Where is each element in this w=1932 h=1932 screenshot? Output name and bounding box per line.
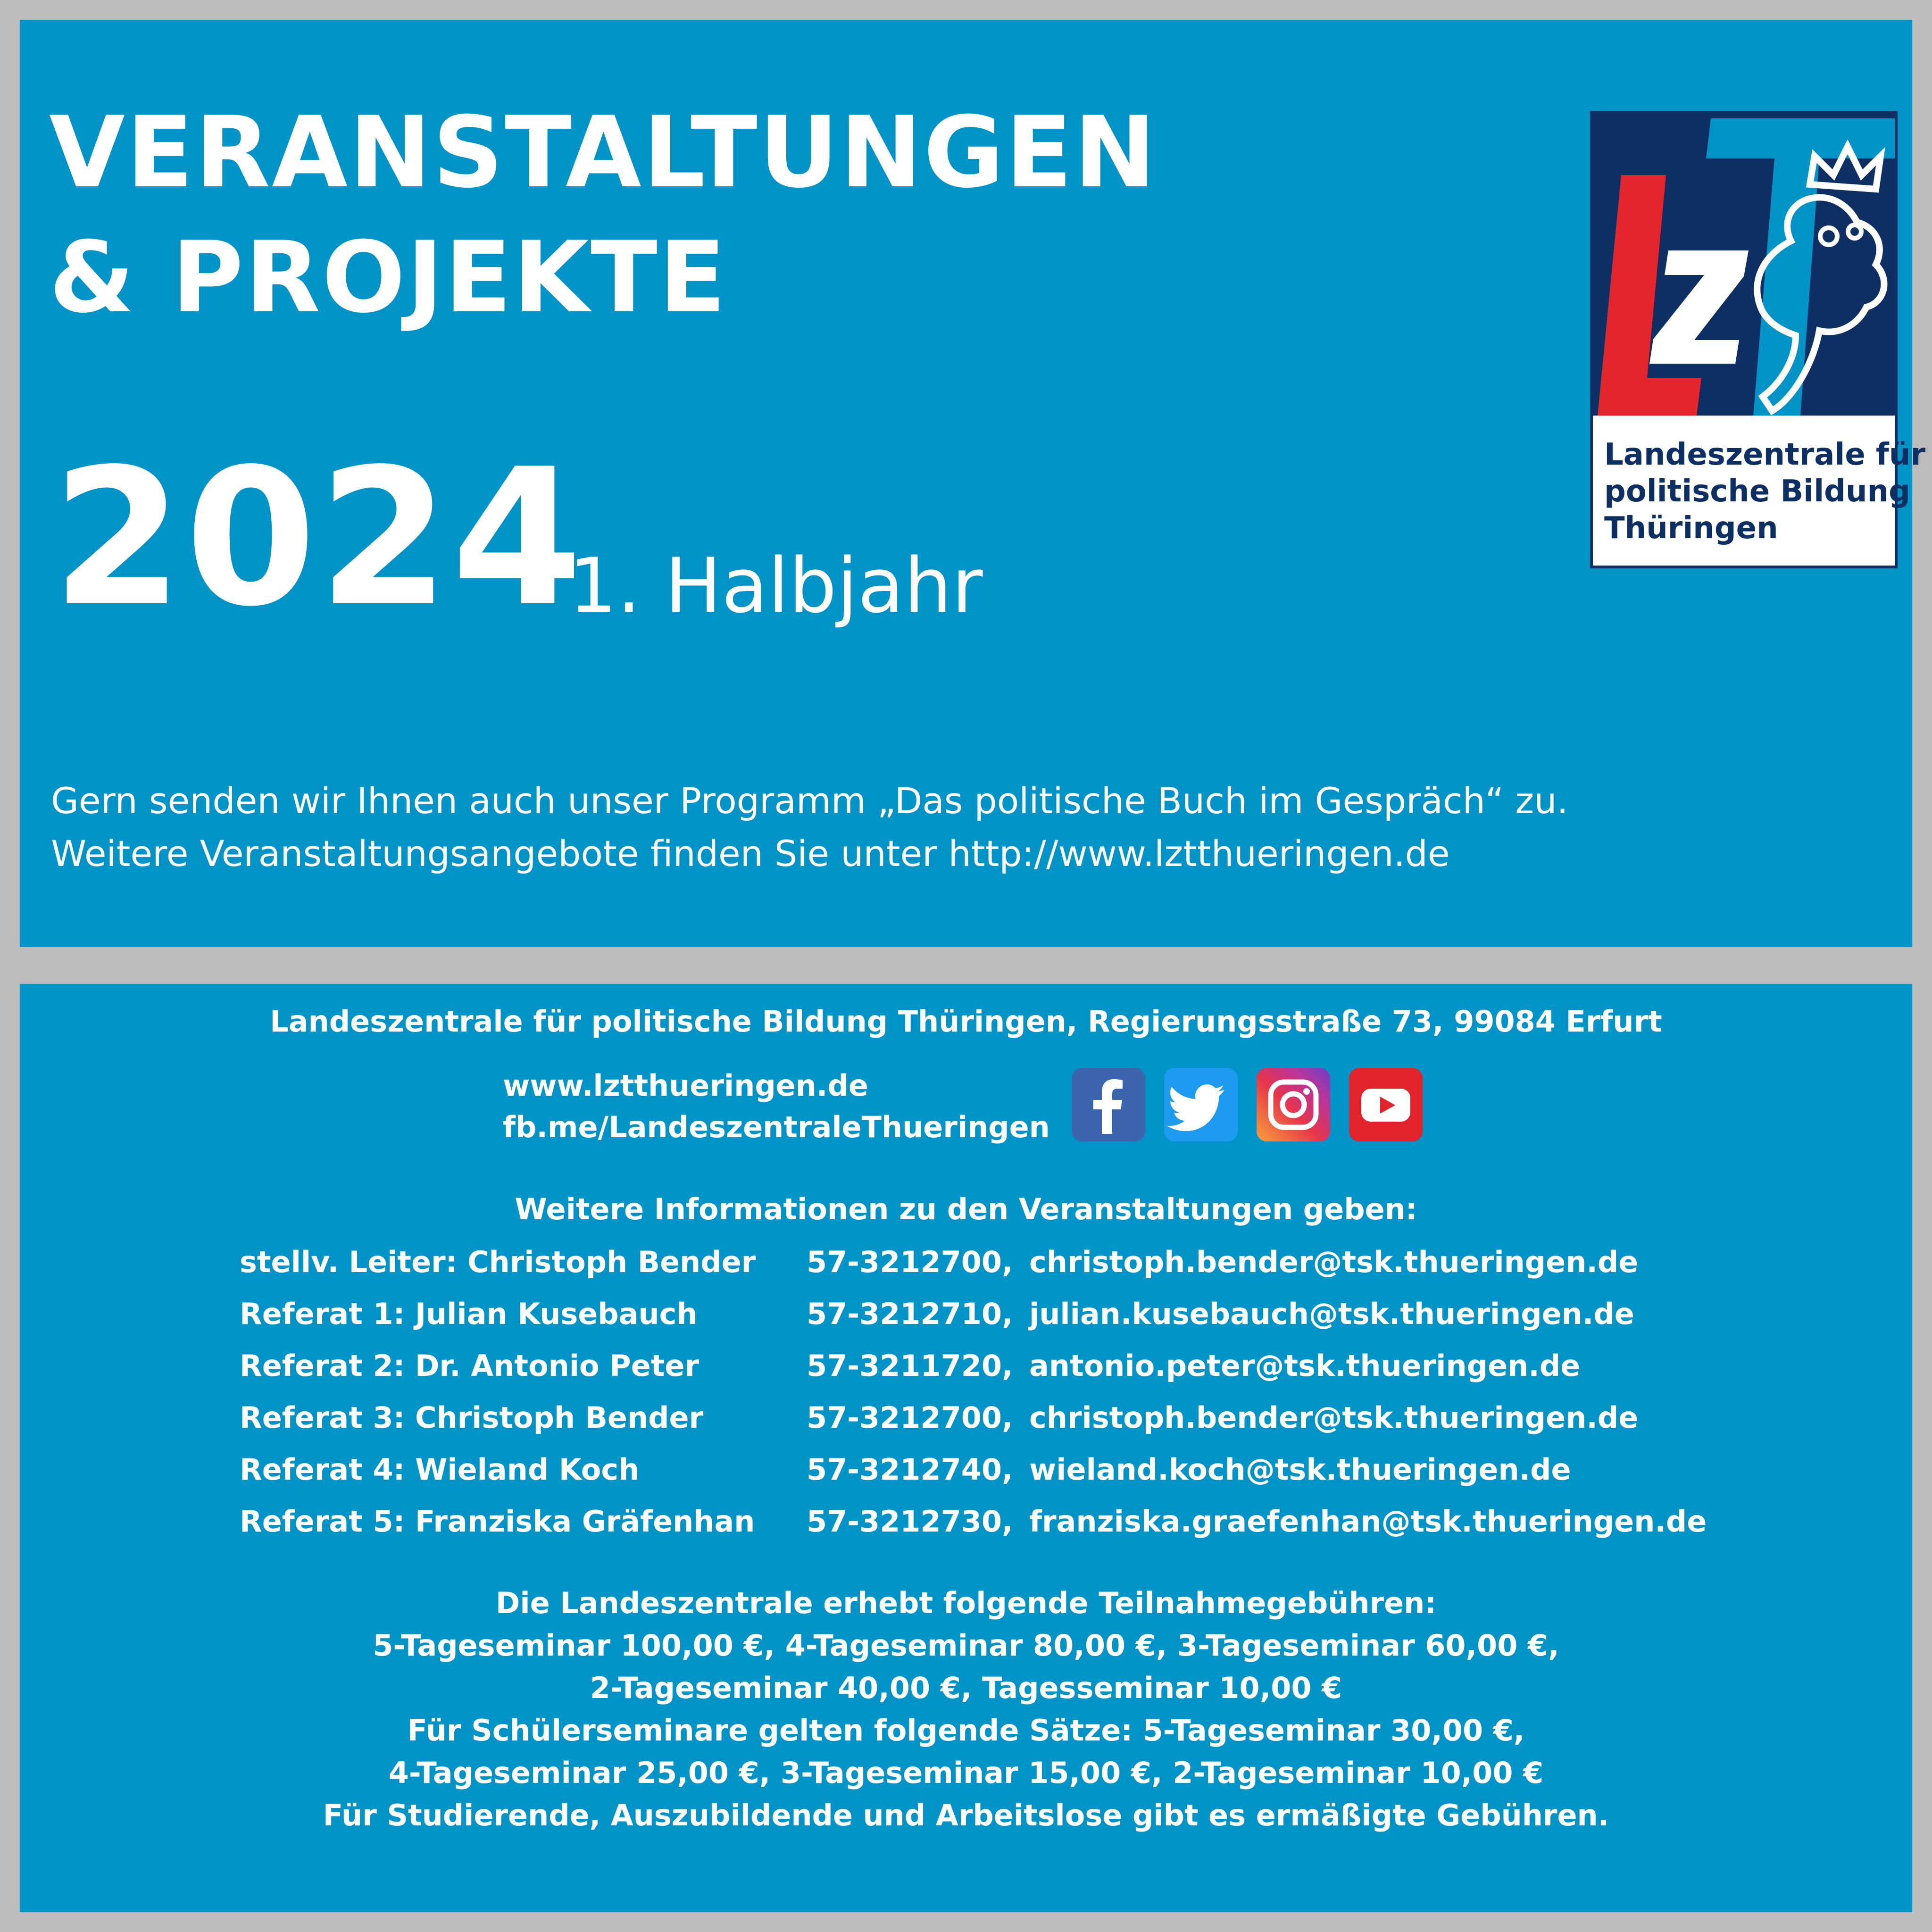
year: 2024 (52, 429, 585, 648)
lzt-logo-mark (1593, 114, 1895, 416)
intro-line-1: Gern senden wir Ihnen auch unser Programm „Das politische Buch im Gespräch“ zu. (51, 780, 1568, 822)
intro-text (51, 774, 1568, 880)
fees-line: Für Studierende, Auszubildende und Arbeitslose gibt es ermäßigte Gebühren. (323, 1798, 1609, 1832)
contact-phone: 57-3212700, (807, 1245, 1013, 1279)
website-link[interactable]: www.lztthueringen.de (503, 1068, 868, 1103)
instagram-icon[interactable] (1257, 1068, 1330, 1141)
contact-phone: 57-3211720, (807, 1349, 1013, 1383)
fees-line: Für Schülerseminare gelten folgende Sätze: 5-Tageseminar 30,00 €, (407, 1713, 1525, 1748)
contact-row (20, 1243, 1912, 1281)
contact-email[interactable]: julian.kusebauch@tsk.thueringen.de (1029, 1297, 1634, 1331)
address-line: Landeszentrale für politische Bildung Thüringen, Regierungsstraße 73, 99084 Erfurt (270, 1004, 1662, 1039)
contact-row (20, 1503, 1912, 1541)
facebook-link[interactable]: fb.me/LandeszentraleThueringen (503, 1110, 1050, 1144)
fees-line: Die Landeszentrale erhebt folgende Teilnahmegebühren: (495, 1586, 1437, 1620)
contacts-heading: Weitere Informationen zu den Veranstaltungen geben: (515, 1192, 1417, 1226)
logo-line-1: Landeszentrale für (1604, 437, 1925, 472)
contact-name: Referat 4: Wieland Koch (240, 1452, 640, 1487)
contact-email[interactable]: franziska.graefenhan@tsk.thueringen.de (1029, 1504, 1707, 1539)
lzt-logo (1590, 111, 1925, 568)
contact-name: Referat 2: Dr. Antonio Peter (240, 1349, 699, 1383)
contact-email[interactable]: antonio.peter@tsk.thueringen.de (1029, 1349, 1581, 1383)
contact-name: Referat 1: Julian Kusebauch (240, 1297, 698, 1331)
contact-email[interactable]: christoph.bender@tsk.thueringen.de (1029, 1245, 1639, 1279)
contact-phone: 57-3212710, (807, 1297, 1013, 1331)
period-label: 1. Halbjahr (569, 541, 983, 630)
contact-name: stellv. Leiter: Christoph Bender (240, 1245, 756, 1279)
logo-line-2: politische Bildung (1604, 474, 1910, 509)
contact-name: Referat 5: Franziska Gräfenhan (240, 1504, 755, 1539)
page-title (49, 91, 1158, 341)
contact-row (20, 1347, 1912, 1385)
contact-email[interactable]: christoph.bender@tsk.thueringen.de (1029, 1400, 1639, 1435)
logo-line-3: Thüringen (1604, 511, 1778, 546)
intro-line-2: Weitere Veranstaltungsangebote finden Sie unter http://www.lztthueringen.de (51, 833, 1450, 874)
contact-row (20, 1399, 1912, 1437)
facebook-icon[interactable] (1072, 1068, 1145, 1141)
contact-row (20, 1451, 1912, 1489)
twitter-icon[interactable] (1164, 1068, 1238, 1141)
contact-email[interactable]: wieland.koch@tsk.thueringen.de (1029, 1452, 1571, 1487)
contact-row (20, 1295, 1912, 1333)
contact-name: Referat 3: Christoph Bender (240, 1400, 704, 1435)
contact-phone: 57-3212730, (807, 1504, 1013, 1539)
contact-panel (20, 984, 1912, 1912)
contact-phone: 57-3212740, (807, 1452, 1013, 1487)
title-line-2: & PROJEKTE (49, 221, 727, 335)
fees-line: 5-Tageseminar 100,00 €, 4-Tageseminar 80,00 €, 3-Tageseminar 60,00 €, (373, 1628, 1559, 1663)
title-line-1: VERANSTALTUNGEN (49, 96, 1158, 210)
contact-phone: 57-3212700, (807, 1400, 1013, 1435)
cover-panel (20, 20, 1925, 947)
logo-caption (1593, 416, 1925, 566)
fees-line: 4-Tageseminar 25,00 €, 3-Tageseminar 15,00 €, 2-Tageseminar 10,00 € (388, 1756, 1544, 1790)
fees-line: 2-Tageseminar 40,00 €, Tagesseminar 10,00 € (590, 1671, 1342, 1705)
youtube-icon[interactable] (1349, 1068, 1423, 1141)
fees-section (20, 1582, 1912, 1837)
